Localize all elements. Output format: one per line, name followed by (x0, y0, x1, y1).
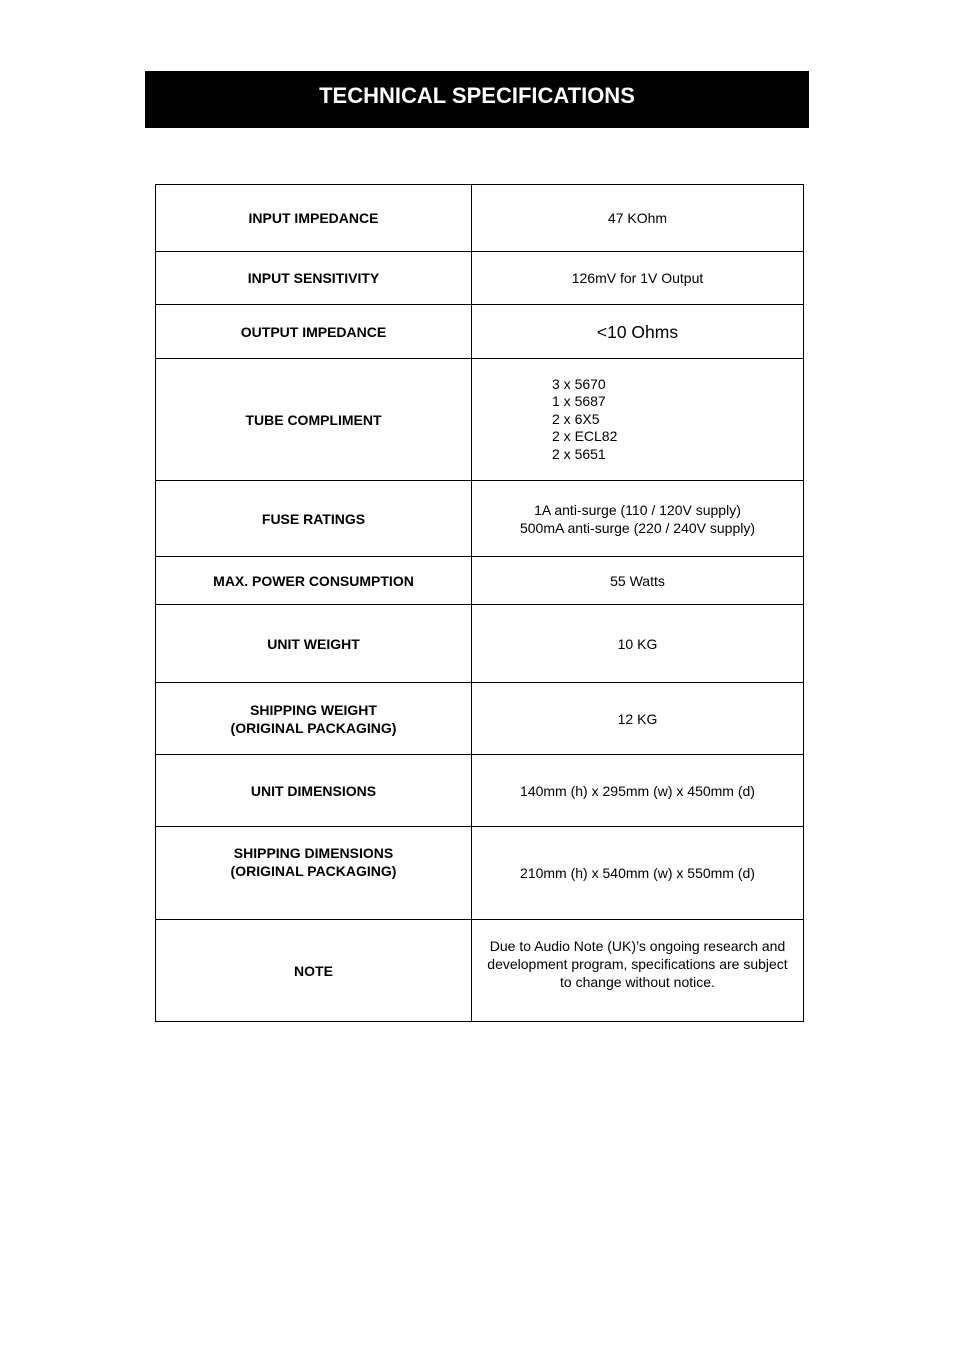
spec-label (156, 359, 472, 480)
page-title: TECHNICAL SPECIFICATIONS (319, 82, 635, 108)
spec-value-text: 140mm (h) x 295mm (w) x 450mm (d) (520, 782, 755, 799)
spec-label (156, 683, 472, 754)
tube-item: 2 x 6X5 (552, 410, 600, 427)
spec-value-text: to change without notice. (560, 973, 715, 990)
spec-row-tube-compliment (156, 359, 803, 481)
spec-value (472, 605, 803, 682)
spec-label-text: UNIT DIMENSIONS (250, 782, 377, 799)
spec-value (472, 755, 803, 826)
spec-value (472, 305, 803, 358)
spec-value-text: 10 KG (617, 635, 658, 652)
spec-label-text: MAX. POWER CONSUMPTION (213, 572, 414, 589)
title-banner (145, 71, 809, 128)
spec-row-output-impedance (156, 305, 803, 359)
spec-value-text: <10 Ohms (596, 321, 679, 342)
spec-row-max-power-consumption (156, 557, 803, 605)
spec-value (472, 557, 803, 604)
spec-label (156, 605, 472, 682)
spec-value-text: 210mm (h) x 540mm (w) x 550mm (d) (520, 865, 755, 881)
spec-label-text: (ORIGINAL PACKAGING) (230, 863, 397, 879)
spec-row-note (156, 920, 803, 1022)
specifications-table (155, 184, 804, 1022)
spec-note-text (472, 920, 803, 1021)
spec-label (156, 557, 472, 604)
spec-label-text: SHIPPING WEIGHT (250, 701, 377, 718)
spec-label (156, 252, 472, 304)
spec-label-text: OUTPUT IMPEDANCE (240, 323, 387, 340)
spec-label-text: INPUT IMPEDANCE (248, 210, 379, 226)
spec-label-text: UNIT WEIGHT (267, 635, 360, 652)
tube-item: 2 x 5651 (552, 445, 606, 462)
tube-item: 2 x ECL82 (552, 428, 618, 445)
spec-value-text: 12 KG (617, 710, 658, 727)
spec-value (472, 185, 803, 251)
spec-value (472, 252, 803, 304)
spec-value (472, 481, 803, 556)
spec-label-text: INPUT SENSITIVITY (247, 270, 380, 286)
spec-label-text: TUBE COMPLIMENT (245, 411, 382, 428)
spec-value (472, 683, 803, 754)
spec-label (156, 920, 472, 1021)
spec-row-unit-dimensions (156, 755, 803, 827)
spec-label-text: FUSE RATINGS (261, 510, 366, 527)
spec-label (156, 827, 472, 919)
spec-label (156, 481, 472, 556)
spec-value-list (472, 359, 803, 480)
tube-item: 3 x 5670 (552, 375, 606, 392)
spec-row-unit-weight (156, 605, 803, 683)
spec-value (472, 827, 803, 919)
spec-value-text: 55 Watts (610, 572, 665, 589)
spec-label (156, 185, 472, 251)
spec-label-text: (ORIGINAL PACKAGING) (230, 719, 397, 736)
spec-value-text: 1A anti-surge (110 / 120V supply) (534, 501, 741, 518)
spec-value-text: 47 KOhm (607, 210, 668, 226)
spec-row-input-sensitivity (156, 252, 803, 305)
spec-row-fuse-ratings (156, 481, 803, 557)
spec-row-input-impedance (156, 185, 803, 252)
tube-item: 1 x 5687 (552, 393, 606, 410)
spec-row-shipping-weight (156, 683, 803, 755)
spec-value-text: 126mV for 1V Output (571, 270, 704, 286)
spec-label-text: SHIPPING DIMENSIONS (233, 845, 394, 861)
spec-value-text: Due to Audio Note (UK)’s ongoing research and (489, 937, 786, 954)
spec-label-text: NOTE (294, 962, 333, 979)
spec-value-text: 500mA anti-surge (220 / 240V supply) (519, 519, 756, 536)
spec-label (156, 755, 472, 826)
spec-label (156, 305, 472, 358)
spec-row-shipping-dimensions (156, 827, 803, 920)
spec-value-text: development program, specifications are subject (487, 955, 788, 972)
